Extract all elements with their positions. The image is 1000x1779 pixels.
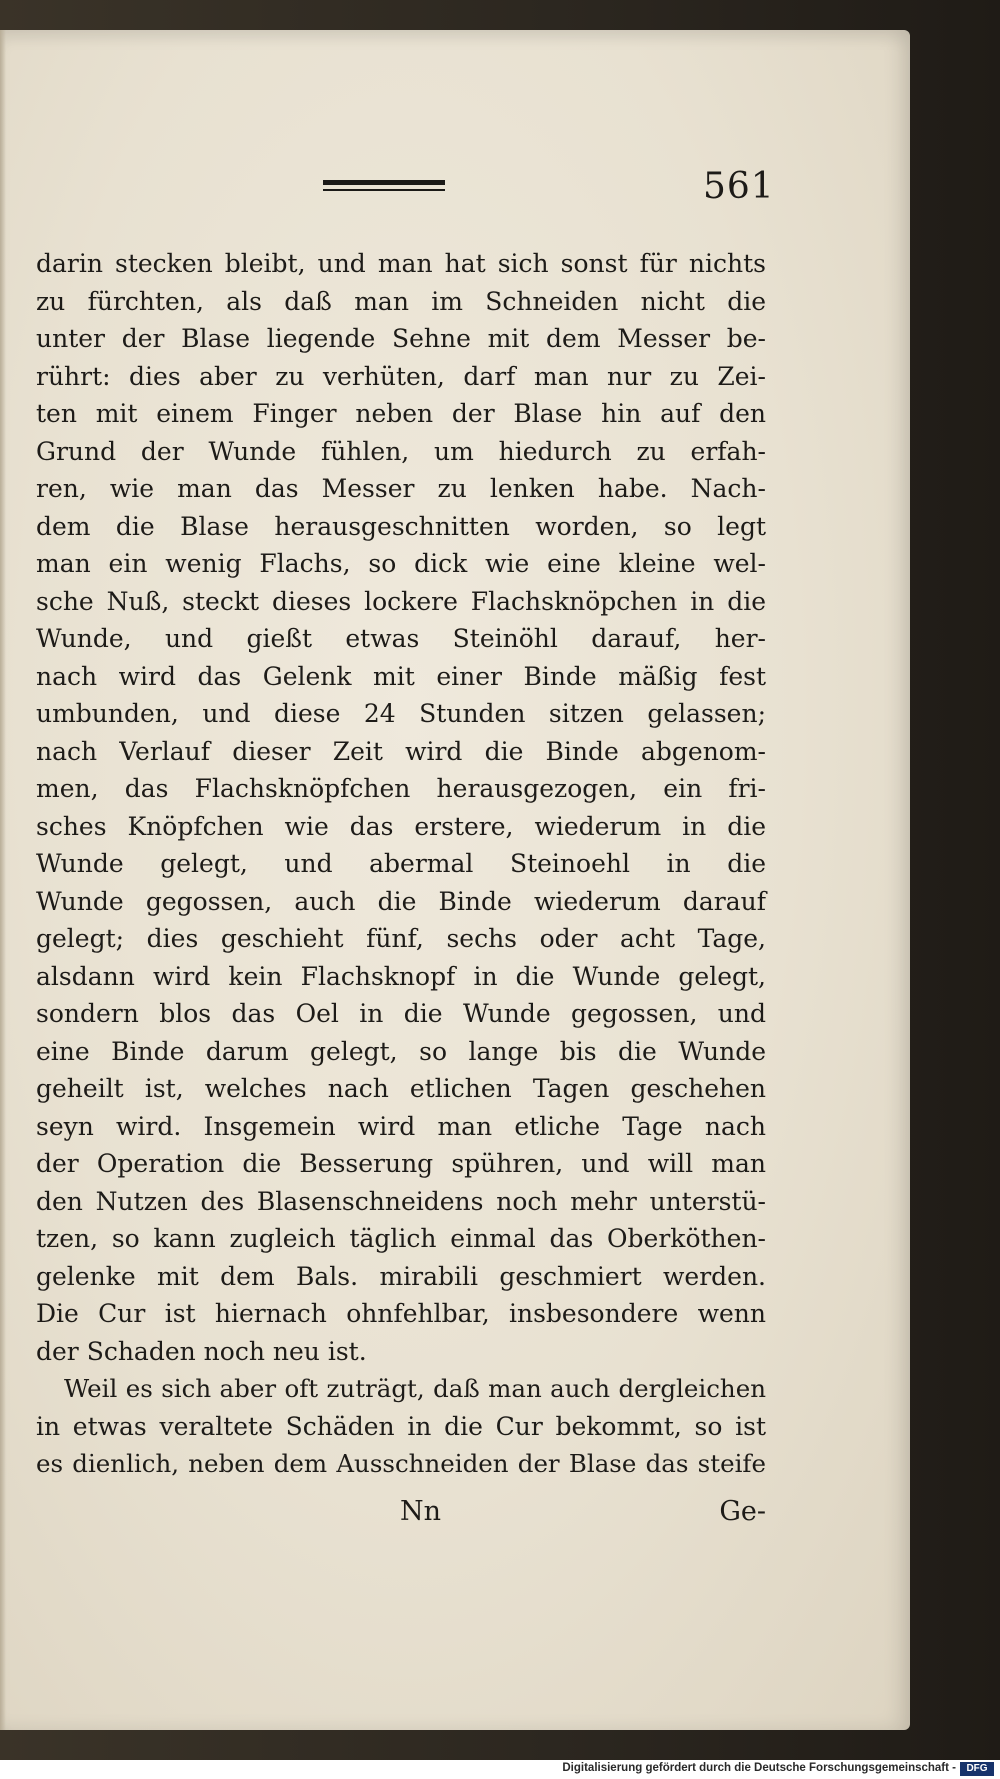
text-line: der Operation die Besserung spühren, und will man: [36, 1149, 766, 1178]
text-line: Grund der Wunde fühlen, um hiedurch zu erfah-: [36, 436, 766, 466]
text-line: man ein wenig Flachs, so dick wie eine kleine wel-: [36, 549, 766, 578]
catch-line: [36, 1496, 766, 1536]
text-line: alsdann wird kein Flachsknopf in die Wunde gelegt,: [36, 961, 766, 991]
page-edge-shadow: [0, 30, 6, 1730]
text-line: in etwas veraltete Schäden in die Cur bekommt, so ist: [36, 1411, 766, 1441]
text-line: ren, wie man das Messer zu lenken habe. Nach-: [36, 474, 766, 503]
header-rule-thin: [323, 189, 445, 191]
text-line: gelenke mit dem Bals. mirabili geschmiert werden.: [36, 1261, 766, 1291]
text-line: Wunde gegossen, auch die Binde wiederum darauf: [36, 886, 766, 916]
text-line: geheilt ist, welches nach etlichen Tagen geschehen: [36, 1074, 766, 1103]
text-line: darin stecken bleibt, und man hat sich sonst für nichts: [36, 249, 766, 278]
signature-mark: Nn: [400, 1496, 442, 1527]
text-line: ten mit einem Finger neben der Blase hin auf den: [36, 399, 766, 428]
text-line: rührt: dies aber zu verhüten, darf man nur zu Zei-: [36, 361, 766, 391]
text-line: Weil es sich aber oft zuträgt, daß man auch dergleichen: [64, 1374, 766, 1403]
catchword: Ge-: [719, 1496, 766, 1527]
text-line: nach wird das Gelenk mit einer Binde mäßig fest: [36, 661, 766, 691]
text-line: unter der Blase liegende Sehne mit dem Messer be-: [36, 324, 766, 353]
text-line: Die Cur ist hiernach ohnfehlbar, insbesondere wenn: [36, 1299, 766, 1328]
funding-notice: Digitalisierung gefördert durch die Deutsche Forschungsgemeinschaft -: [562, 1762, 956, 1774]
text-line: sche Nuß, steckt dieses lockere Flachsknöpchen in die: [36, 586, 766, 616]
text-line: dem die Blase herausgeschnitten worden, so legt: [36, 511, 766, 541]
text-line: Wunde gelegt, und abermal Steinoehl in die: [36, 849, 766, 878]
dfg-logo: DFG: [960, 1762, 994, 1776]
header-rule-thick: [323, 180, 445, 185]
text-line: seyn wird. Insgemein wird man etliche Tage nach: [36, 1111, 766, 1141]
header-ornament-rule: [323, 180, 445, 194]
text-line: umbunden, und diese 24 Stunden sitzen gelassen;: [36, 699, 766, 728]
text-line: der Schaden noch neu ist.: [36, 1336, 367, 1366]
text-line: men, das Flachsknöpfchen herausgezogen, ein fri-: [36, 774, 766, 803]
text-line: sondern blos das Oel in die Wunde gegossen, und: [36, 999, 766, 1028]
body-text: [36, 245, 766, 1483]
text-line: zu fürchten, als daß man im Schneiden nicht die: [36, 286, 766, 316]
text-line: den Nutzen des Blasenschneidens noch mehr unterstü-: [36, 1186, 766, 1216]
text-line: tzen, so kann zugleich täglich einmal das Oberköthen-: [36, 1224, 766, 1253]
text-line: eine Binde darum gelegt, so lange bis die Wunde: [36, 1036, 766, 1066]
text-line: Wunde, und gießt etwas Steinöhl darauf, her-: [36, 624, 766, 653]
text-line: sches Knöpfchen wie das erstere, wiederum in die: [36, 811, 766, 841]
text-line: gelegt; dies geschieht fünf, sechs oder acht Tage,: [36, 924, 766, 953]
text-line: es dienlich, neben dem Ausschneiden der Blase das steife: [36, 1449, 766, 1478]
text-line: nach Verlauf dieser Zeit wird die Binde abgenom-: [36, 736, 766, 766]
page-number: 561: [703, 166, 775, 207]
